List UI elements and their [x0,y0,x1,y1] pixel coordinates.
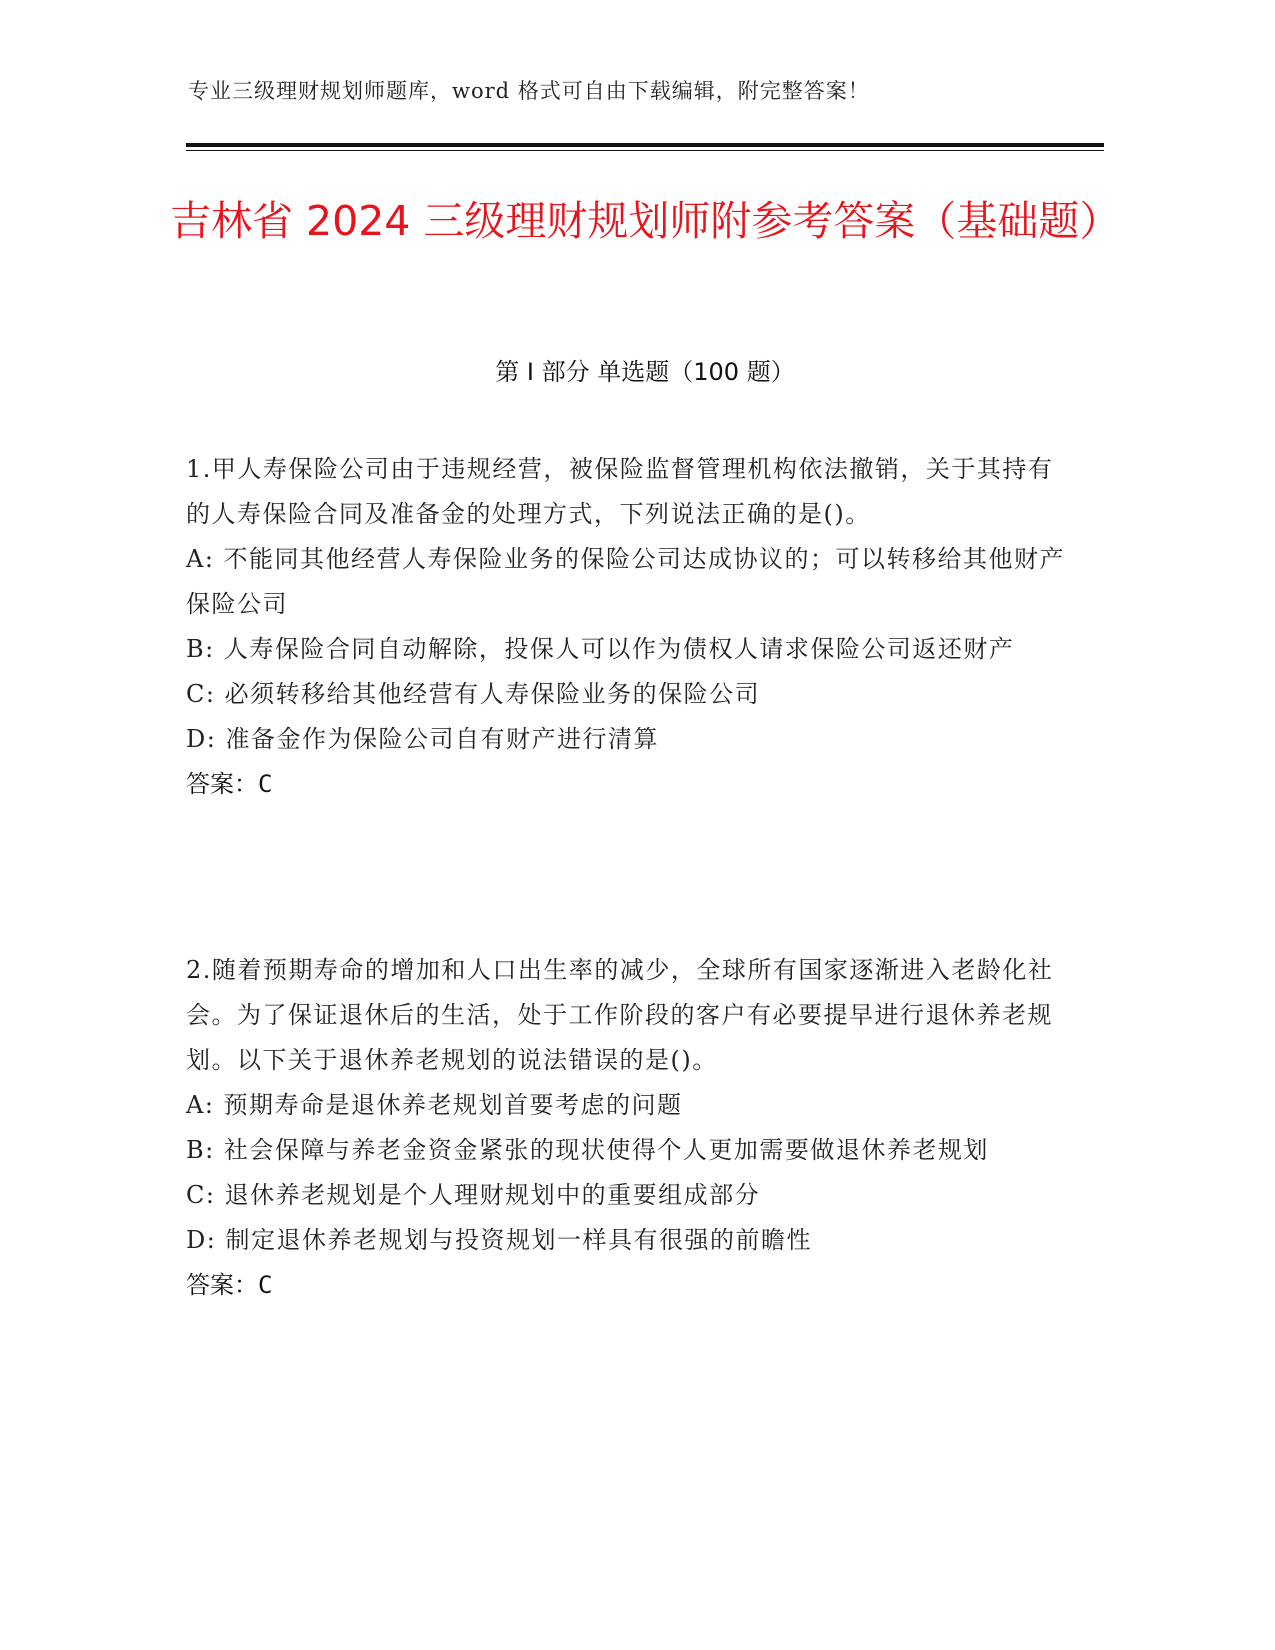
answer-label: 答案： [186,770,258,798]
answer-line [186,1263,1066,1308]
question-stem: 2.随着预期寿命的增加和人口出生率的减少，全球所有国家逐渐进入老龄化社会。为了保证退休后的生活，处于工作阶段的客户有必要提早进行退休养老规划。以下关于退休养老规划的说法错误的是()。 [186,956,1054,1074]
question-stem: 1.甲人寿保险公司由于违规经营，被保险监督管理机构依法撤销，关于其持有的人寿保险合同及准备金的处理方式，下列说法正确的是()。 [186,455,1054,528]
answer-label: 答案： [186,1271,258,1299]
answer-line [186,762,1066,807]
answer-value: C [258,770,273,798]
option-d: D: 准备金作为保险公司自有财产进行清算 [186,725,659,753]
option-a: A: 不能同其他经营人寿保险业务的保险公司达成协议的；可以转移给其他财产保险公司 [186,545,1066,618]
option-b: B: 人寿保险合同自动解除，投保人可以作为债权人请求保险公司返还财产 [186,635,1015,663]
document-title: 吉林省 2024 三级理财规划师附参考答案（基础题） [170,197,1121,245]
option-b: B: 社会保障与养老金资金紧张的现状使得个人更加需要做退休养老规划 [186,1136,989,1164]
header-rule-thin [186,150,1104,151]
option-c: C: 必须转移给其他经营有人寿保险业务的保险公司 [186,680,761,708]
header-rule-thick [186,143,1104,147]
question-1 [186,447,1066,807]
option-a: A: 预期寿命是退休养老规划首要考虑的问题 [186,1091,683,1119]
question-2 [186,948,1066,1308]
header-note: 专业三级理财规划师题库，word 格式可自由下载编辑，附完整答案！ [188,79,870,103]
option-d: D: 制定退休养老规划与投资规划一样具有很强的前瞻性 [186,1226,812,1254]
option-c: C: 退休养老规划是个人理财规划中的重要组成部分 [186,1181,761,1209]
answer-value: C [258,1271,273,1299]
section-heading: 第 I 部分 单选题（100 题） [495,358,795,386]
